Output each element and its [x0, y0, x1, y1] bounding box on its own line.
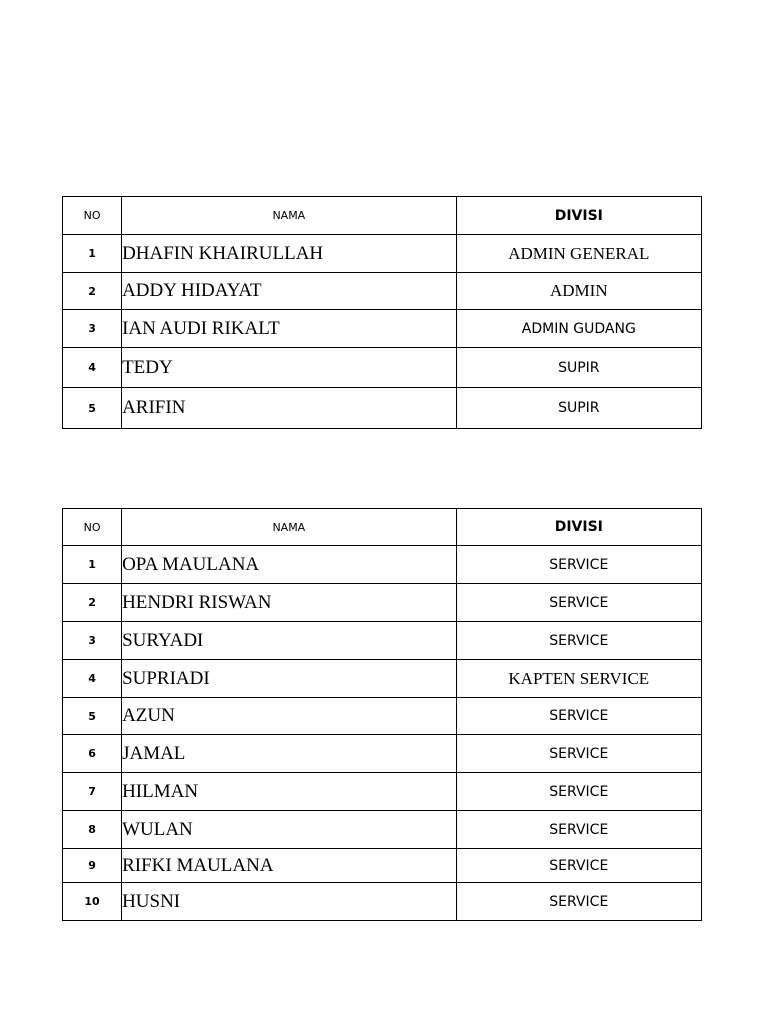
row-no: 2 [63, 584, 122, 622]
table-header-row [63, 509, 702, 546]
row-no: 1 [63, 235, 122, 273]
row-divisi: SERVICE [456, 811, 701, 849]
row-divisi: SERVICE [456, 849, 701, 883]
table-row [63, 310, 702, 348]
table-row [63, 883, 702, 921]
table-row [63, 584, 702, 622]
row-nama: AZUN [122, 698, 457, 735]
employee-table-2 [62, 508, 702, 921]
table-row [63, 849, 702, 883]
row-no: 4 [63, 660, 122, 698]
row-nama: DHAFIN KHAIRULLAH [122, 235, 457, 273]
table-row [63, 348, 702, 388]
table-row [63, 622, 702, 660]
row-divisi: SERVICE [456, 546, 701, 584]
row-divisi: SERVICE [456, 735, 701, 773]
row-divisi: ADMIN GUDANG [456, 310, 701, 348]
row-no: 8 [63, 811, 122, 849]
row-no: 4 [63, 348, 122, 388]
row-divisi: SERVICE [456, 883, 701, 921]
row-nama: HENDRI RISWAN [122, 584, 457, 622]
row-divisi: SUPIR [456, 348, 701, 388]
row-divisi: SERVICE [456, 584, 701, 622]
table-header-row [63, 197, 702, 235]
header-no: NO [63, 197, 122, 235]
header-no: NO [63, 509, 122, 546]
row-divisi: SUPIR [456, 388, 701, 429]
table-row [63, 546, 702, 584]
table-row [63, 811, 702, 849]
row-nama: ADDY HIDAYAT [122, 273, 457, 310]
row-no: 3 [63, 622, 122, 660]
table-row [63, 235, 702, 273]
row-no: 7 [63, 773, 122, 811]
row-no: 5 [63, 698, 122, 735]
row-nama: JAMAL [122, 735, 457, 773]
row-nama: OPA MAULANA [122, 546, 457, 584]
row-nama: TEDY [122, 348, 457, 388]
row-no: 10 [63, 883, 122, 921]
row-nama: WULAN [122, 811, 457, 849]
table-row [63, 773, 702, 811]
row-divisi: KAPTEN SERVICE [456, 660, 701, 698]
table-row [63, 660, 702, 698]
header-nama: NAMA [122, 509, 457, 546]
header-divisi: DIVISI [456, 509, 701, 546]
table-row [63, 735, 702, 773]
row-nama: HILMAN [122, 773, 457, 811]
row-no: 5 [63, 388, 122, 429]
row-no: 6 [63, 735, 122, 773]
row-divisi: SERVICE [456, 622, 701, 660]
table-row [63, 698, 702, 735]
row-no: 3 [63, 310, 122, 348]
row-nama: ARIFIN [122, 388, 457, 429]
row-divisi: ADMIN GENERAL [456, 235, 701, 273]
row-no: 9 [63, 849, 122, 883]
row-no: 2 [63, 273, 122, 310]
header-nama: NAMA [122, 197, 457, 235]
row-divisi: SERVICE [456, 698, 701, 735]
table-row [63, 273, 702, 310]
row-divisi: SERVICE [456, 773, 701, 811]
table-row [63, 388, 702, 429]
row-nama: RIFKI MAULANA [122, 849, 457, 883]
row-nama: IAN AUDI RIKALT [122, 310, 457, 348]
row-nama: SUPRIADI [122, 660, 457, 698]
header-divisi: DIVISI [456, 197, 701, 235]
row-no: 1 [63, 546, 122, 584]
row-nama: SURYADI [122, 622, 457, 660]
employee-table-1 [62, 196, 702, 429]
row-divisi: ADMIN [456, 273, 701, 310]
row-nama: HUSNI [122, 883, 457, 921]
